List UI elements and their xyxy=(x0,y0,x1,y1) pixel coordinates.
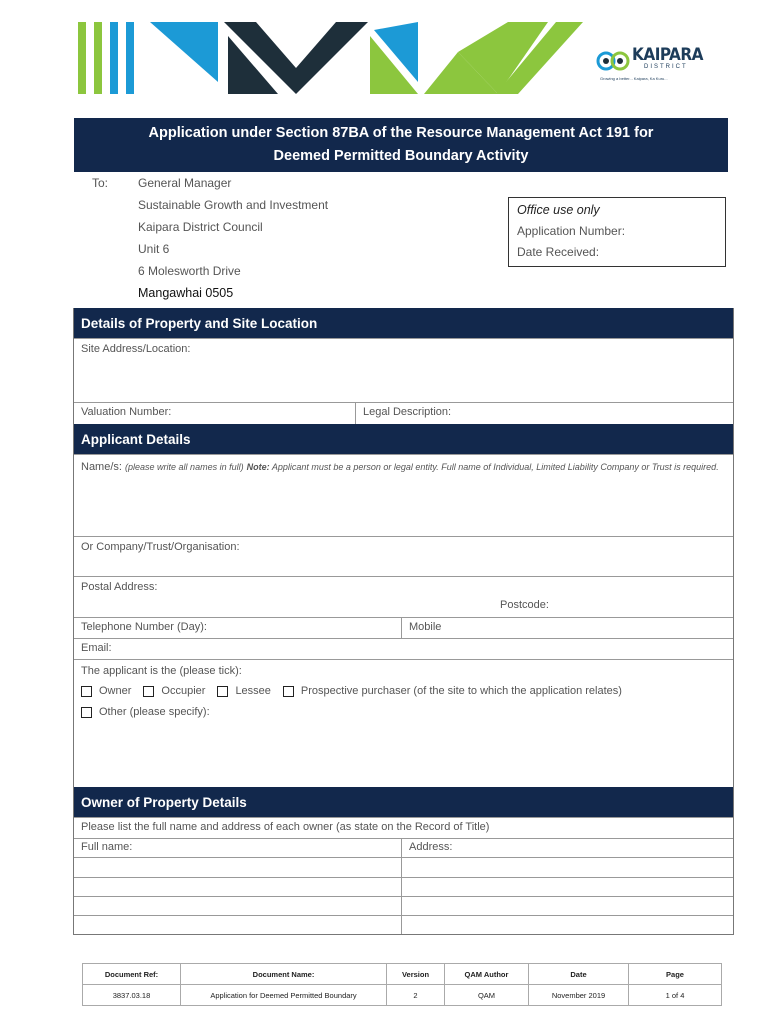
owner-section-heading: Owner of Property Details xyxy=(74,787,733,817)
other-option-label: Other (please specify): xyxy=(99,706,210,718)
names-label: Name/s: xyxy=(81,461,122,473)
footer-header: Document Name: xyxy=(181,964,387,985)
footer-header: Document Ref: xyxy=(83,964,181,985)
full-name-label: Full name: xyxy=(81,841,133,853)
tick-prompt: The applicant is the (please tick): xyxy=(81,665,242,677)
names-hint: (please write all names in full) xyxy=(125,462,244,472)
owner-address-cell[interactable] xyxy=(401,858,733,877)
document-footer-table xyxy=(82,963,722,1006)
form-title xyxy=(74,118,728,172)
owner-address-cell[interactable] xyxy=(401,897,733,915)
owner-address-cell[interactable] xyxy=(401,916,733,934)
valuation-number-label: Valuation Number: xyxy=(81,406,172,418)
address-line: 6 Molesworth Drive xyxy=(138,264,241,278)
full-name-column-header xyxy=(74,839,401,857)
banner-graphic xyxy=(78,22,588,94)
applicant-section-heading: Applicant Details xyxy=(74,424,733,454)
owner-row xyxy=(74,857,733,877)
footer-header: Version xyxy=(387,964,445,985)
owner-name-cell[interactable] xyxy=(74,897,401,915)
footer-value: 2 xyxy=(387,985,445,1006)
telephone-label: Telephone Number (Day): xyxy=(81,621,207,633)
office-use-title: Office use only xyxy=(517,203,600,217)
footer-value: QAM xyxy=(445,985,529,1006)
postal-address-field[interactable] xyxy=(74,576,733,617)
other-checkbox[interactable] xyxy=(81,707,92,718)
title-line-2: Deemed Permitted Boundary Activity xyxy=(273,148,529,164)
postal-address-label: Postal Address: xyxy=(81,581,158,593)
application-number-label: Application Number: xyxy=(517,224,626,238)
company-field[interactable] xyxy=(74,536,733,576)
footer-value: 1 of 4 xyxy=(629,985,722,1006)
legal-description-field[interactable] xyxy=(355,403,733,424)
address-label: Address: xyxy=(409,841,453,853)
title-line-1: Application under Section 87BA of the Resource Management Act 191 for xyxy=(148,125,654,141)
address-line: Unit 6 xyxy=(138,242,170,256)
footer-value: Application for Deemed Permitted Boundary xyxy=(181,985,387,1006)
note-label: Note: xyxy=(246,462,270,472)
owner-row xyxy=(74,915,733,934)
mobile-field[interactable] xyxy=(401,618,733,638)
occupier-checkbox[interactable] xyxy=(143,686,154,697)
site-address-field[interactable] xyxy=(74,338,733,402)
owner-address-cell[interactable] xyxy=(401,878,733,896)
telephone-field[interactable] xyxy=(74,618,401,638)
address-line: Mangawhai 0505 xyxy=(138,286,234,300)
address-line: Sustainable Growth and Investment xyxy=(138,198,329,212)
mobile-label: Mobile xyxy=(409,621,442,633)
application-form xyxy=(73,308,734,935)
owner-row xyxy=(74,896,733,915)
email-label: Email: xyxy=(81,642,112,654)
prospective-purchaser-label: Prospective purchaser (of the site to which the application relates) xyxy=(300,685,622,697)
footer-header: Date xyxy=(529,964,629,985)
property-section-heading: Details of Property and Site Location xyxy=(74,308,733,338)
date-received-label: Date Received: xyxy=(517,245,600,259)
footer-value: November 2019 xyxy=(529,985,629,1006)
site-address-label: Site Address/Location: xyxy=(81,343,191,355)
email-field[interactable] xyxy=(74,638,733,659)
valuation-number-field[interactable] xyxy=(74,403,355,424)
logo-tagline: Growing a better... Kaipara, Ka Kuru... xyxy=(600,76,668,81)
names-field[interactable] xyxy=(74,454,733,536)
logo-name: KAIPARA xyxy=(632,45,703,65)
footer-header: Page xyxy=(629,964,722,985)
company-label: Or Company/Trust/Organisation: xyxy=(81,541,240,553)
kaipara-logo xyxy=(596,46,716,86)
occupier-option-label: Occupier xyxy=(161,685,206,697)
owner-checkbox[interactable] xyxy=(81,686,92,697)
logo-sub: DISTRICT xyxy=(644,64,688,70)
to-label: To: xyxy=(92,176,109,190)
address-line: Kaipara District Council xyxy=(138,220,263,234)
prospective-purchaser-checkbox[interactable] xyxy=(283,686,294,697)
owner-row xyxy=(74,877,733,896)
lessee-option-label: Lessee xyxy=(235,685,271,697)
owner-instruction: Please list the full name and address of each owner (as state on the Record of Title) xyxy=(81,821,490,833)
owner-name-cell[interactable] xyxy=(74,916,401,934)
owner-name-cell[interactable] xyxy=(74,858,401,877)
note-text: Applicant must be a person or legal entity. Full name of Individual, Limited Liability Company or Trust is required. xyxy=(271,462,719,472)
legal-description-label: Legal Description: xyxy=(363,406,452,418)
address-line: General Manager xyxy=(138,176,232,190)
owner-option-label: Owner xyxy=(99,685,132,697)
address-column-header xyxy=(401,839,733,857)
lessee-checkbox[interactable] xyxy=(217,686,228,697)
office-use-box xyxy=(508,197,726,267)
footer-value: 3837.03.18 xyxy=(83,985,181,1006)
owner-name-cell[interactable] xyxy=(74,878,401,896)
postcode-label: Postcode: xyxy=(500,599,549,611)
logo-swirl-icon xyxy=(596,48,630,74)
footer-header: QAM Author xyxy=(445,964,529,985)
